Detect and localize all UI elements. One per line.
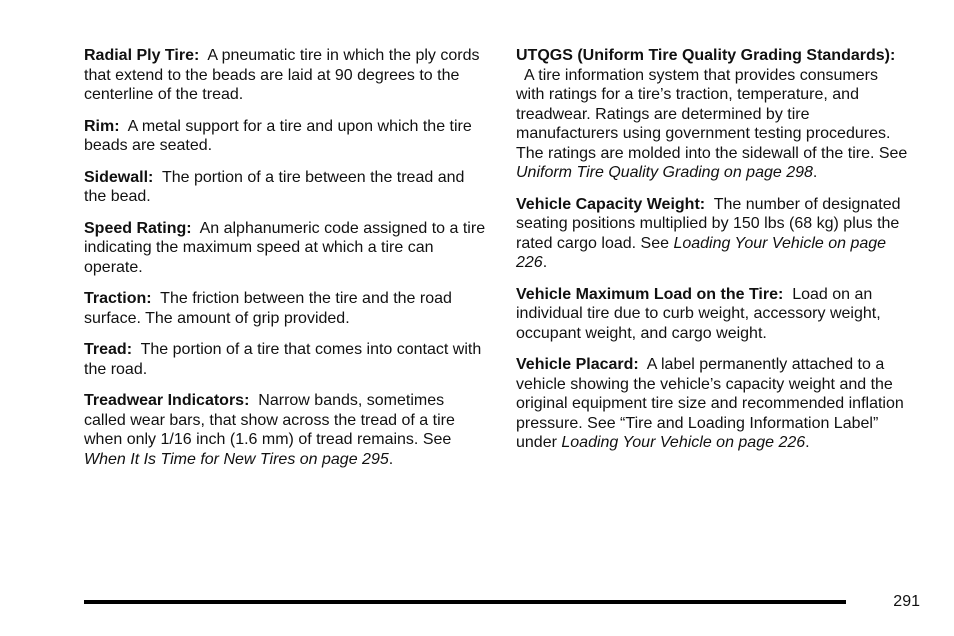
glossary-entry-traction (84, 289, 489, 328)
glossary-entry-vehicle-maximum-load (516, 285, 908, 344)
glossary-term: Vehicle Capacity Weight: (516, 195, 706, 213)
page-number: 291 (893, 593, 920, 610)
glossary-definition: The portion of a tire that comes into contact with the road. (84, 341, 482, 378)
glossary-term: Vehicle Placard: (516, 356, 639, 373)
sentence-end: . (542, 254, 548, 271)
glossary-entry-utqgs (516, 46, 908, 183)
glossary-term: Radial Ply Tire: (84, 47, 200, 64)
left-column (84, 46, 489, 481)
glossary-definition: The friction between the tire and the road surface. The amount of grip provided. (84, 290, 452, 327)
glossary-entry-radial-ply-tire (84, 46, 489, 105)
sentence-end: . (812, 164, 818, 181)
glossary-definition: The portion of a tire between the tread and the bead. (84, 168, 465, 205)
glossary-term: UTQGS (Uniform Tire Quality Grading Standards): (516, 47, 896, 64)
glossary-entry-vehicle-placard (516, 355, 908, 453)
footer-rule (84, 600, 846, 604)
glossary-entry-tread (84, 340, 489, 379)
glossary-term: Vehicle Maximum Load on the Tire: (516, 285, 784, 303)
glossary-definition: A label permanently attached to a vehicle showing the vehicle’s capacity weight and the original equipment tire size and recommended inflation pressure. See “Tire and Loading Information Label” under (516, 356, 904, 451)
glossary-entry-sidewall (84, 168, 489, 207)
sentence-end: . (388, 450, 394, 468)
glossary-term: Rim: (84, 117, 120, 135)
glossary-definition: The number of designated seating positions multiplied by 150 lbs (68 kg) plus the rated cargo load. See (516, 195, 901, 252)
page-reference: When It Is Time for New Tires on page 295 (84, 450, 389, 468)
glossary-definition: Narrow bands, sometimes called wear bars, that show across the tread of a tire when only 1/16 inch (1.6 mm) of tread remains. See (84, 392, 455, 448)
right-column (516, 46, 908, 465)
page-reference: Loading Your Vehicle on page 226 (561, 434, 806, 451)
glossary-definition: Load on an individual tire due to curb weight, accessory weight, occupant weight, and cargo weight. (516, 285, 881, 342)
glossary-definition: A tire information system that provides consumers with ratings for a tire’s traction, temperature, and treadwear. Ratings are determined by tire manufacturers using government testing procedures. The ratings are molded into the sidewall of the tire. See (516, 66, 908, 162)
glossary-entry-vehicle-capacity-weight (516, 195, 908, 273)
glossary-term: Tread: (84, 341, 133, 358)
page-reference: Uniform Tire Quality Grading on page 298 (516, 164, 813, 181)
glossary-definition: An alphanumeric code assigned to a tire indicating the maximum speed at which a tire can operate. (84, 219, 486, 276)
glossary-definition: A metal support for a tire and upon which the tire beads are seated. (84, 117, 472, 154)
glossary-definition: A pneumatic tire in which the ply cords that extend to the beads are laid at 90 degrees to the centerline of the tread. (84, 47, 480, 103)
glossary-entry-treadwear-indicators (84, 391, 489, 469)
glossary-term: Treadwear Indicators: (84, 392, 250, 409)
glossary-term: Sidewall: (84, 168, 154, 186)
page-reference: Loading Your Vehicle on page 226 (516, 234, 887, 271)
sentence-end: . (805, 434, 810, 451)
glossary-entry-rim (84, 117, 489, 156)
glossary-entry-speed-rating (84, 219, 489, 278)
glossary-term: Traction: (84, 290, 152, 307)
glossary-term: Speed Rating: (84, 219, 192, 237)
